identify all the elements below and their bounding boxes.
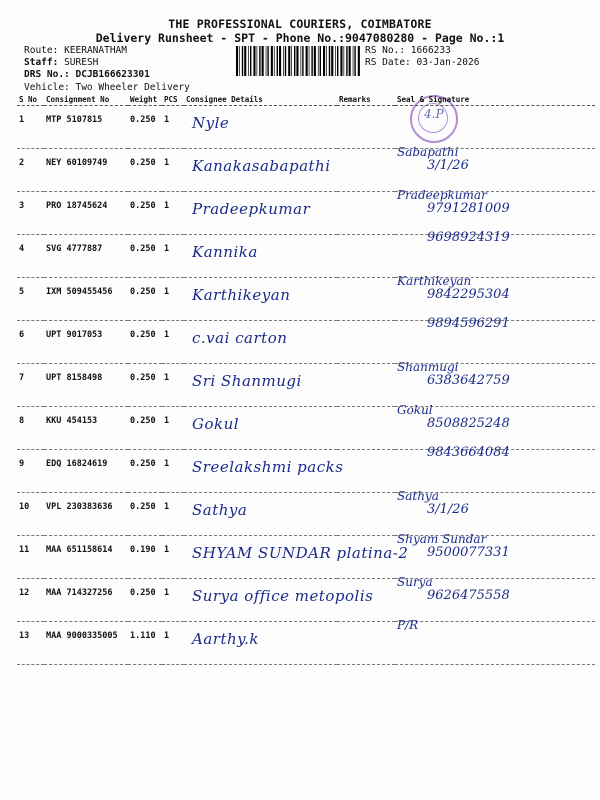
route-value: KEERANATHAM <box>64 45 127 56</box>
cell-weight: 0.190 <box>128 536 162 579</box>
cell-signature <box>395 618 595 665</box>
cell-pcs: 1 <box>162 321 184 364</box>
cell-pcs: 1 <box>162 235 184 278</box>
cell-weight: 0.250 <box>128 407 162 450</box>
cell-signature <box>395 360 595 407</box>
cell-consignee <box>184 493 337 536</box>
cell-pcs: 1 <box>162 579 184 622</box>
col-header-remarks: Remarks <box>337 94 395 106</box>
signature-line: Gokul <box>397 403 433 417</box>
cell-remarks <box>337 192 395 235</box>
vehicle-info: Vehicle: Two Wheeler Delivery <box>24 82 190 93</box>
consignee-handwriting: Sri Shanmugi <box>192 372 302 390</box>
signature-handwriting <box>397 575 510 603</box>
route-label: Route: <box>24 45 59 56</box>
cell-consignee <box>184 192 337 235</box>
rs-date-value: 03-Jan-2026 <box>416 57 480 68</box>
signature-phone-line: 3/1/26 <box>427 158 469 173</box>
cell-pcs: 1 <box>162 407 184 450</box>
cell-sno: 1 <box>17 106 44 149</box>
signature-line: P/R <box>397 618 419 632</box>
table-row <box>17 407 595 450</box>
consignee-handwriting: SHYAM SUNDAR platina-2 <box>192 544 409 562</box>
table-row <box>17 235 595 278</box>
cell-consignment-no: NEY 60109749 <box>44 149 128 192</box>
cell-weight: 1.110 <box>128 622 162 665</box>
rs-date-line <box>365 57 479 69</box>
drs-line <box>24 69 150 81</box>
signature-handwriting <box>397 188 510 216</box>
col-header-weight: Weight <box>128 94 162 106</box>
signature-handwriting <box>397 618 427 632</box>
signature-handwriting <box>397 446 510 460</box>
signature-phone-line: 9626475558 <box>427 588 510 603</box>
table-row <box>17 278 595 321</box>
table-row <box>17 493 595 536</box>
cell-signature <box>395 145 595 192</box>
table-row <box>17 450 595 493</box>
cell-consignee <box>184 536 409 579</box>
cell-signature <box>395 403 595 450</box>
drs-label: DRS No.: <box>24 69 70 80</box>
cell-pcs: 1 <box>162 192 184 235</box>
cell-signature <box>395 188 595 235</box>
rs-no-line <box>365 45 451 57</box>
cell-remarks <box>337 407 395 450</box>
cell-remarks <box>337 106 395 149</box>
signature-handwriting <box>397 317 510 331</box>
cell-consignment-no: UPT 8158498 <box>44 364 128 407</box>
signature-handwriting <box>397 145 469 173</box>
consignee-handwriting: Aarthy.k <box>192 630 259 648</box>
cell-consignee <box>184 321 337 364</box>
signature-line: Shyam Sundar <box>397 532 487 546</box>
cell-consignment-no: MAA 714327256 <box>44 579 128 622</box>
signature-phone-line: 9698924319 <box>427 230 510 245</box>
cell-consignment-no: PRO 18745624 <box>44 192 128 235</box>
cell-weight: 0.250 <box>128 579 162 622</box>
cell-sno: 11 <box>17 536 44 579</box>
col-header-sno: S No <box>17 94 44 106</box>
signature-phone-line: 9791281009 <box>427 201 510 216</box>
staff-value: SURESH <box>64 57 99 68</box>
signature-line: Surya <box>397 575 433 589</box>
cell-weight: 0.250 <box>128 192 162 235</box>
consignee-handwriting: c.vai carton <box>192 329 288 347</box>
cell-consignee <box>184 407 337 450</box>
cell-pcs: 1 <box>162 493 184 536</box>
signature-line: Shanmugi <box>397 360 459 374</box>
table-row <box>17 536 595 579</box>
signature-phone-line: 8508825248 <box>427 416 510 431</box>
col-header-signature: Seal & Signature <box>395 94 595 106</box>
signature-line: Pradeepkumar <box>397 188 487 202</box>
cell-consignee <box>184 450 344 493</box>
signature-phone-line: 3/1/26 <box>427 502 469 517</box>
cell-signature <box>395 106 595 149</box>
cell-weight: 0.250 <box>128 364 162 407</box>
cell-pcs: 1 <box>162 622 184 665</box>
cell-pcs: 1 <box>162 450 184 493</box>
signature-handwriting <box>397 274 510 302</box>
table-header-row <box>17 94 595 106</box>
cell-pcs: 1 <box>162 106 184 149</box>
cell-sno: 7 <box>17 364 44 407</box>
cell-consignee <box>184 364 337 407</box>
table-row <box>17 579 595 622</box>
cell-consignment-no: MTP 5107815 <box>44 106 128 149</box>
cell-sno: 9 <box>17 450 44 493</box>
consignee-handwriting: Surya office metopolis <box>192 587 374 605</box>
signature-phone-line: 9500077331 <box>427 545 510 560</box>
cell-consignee <box>184 149 337 192</box>
cell-pcs: 1 <box>162 364 184 407</box>
table-row <box>17 106 595 149</box>
cell-remarks <box>337 364 395 407</box>
cell-sno: 12 <box>17 579 44 622</box>
cell-sno: 6 <box>17 321 44 364</box>
cell-sno: 10 <box>17 493 44 536</box>
cell-weight: 0.250 <box>128 450 162 493</box>
signature-line: Karthikeyan <box>397 274 472 288</box>
cell-consignment-no: KKU 454153 <box>44 407 128 450</box>
cell-signature <box>395 532 595 579</box>
cell-pcs: 1 <box>162 536 184 579</box>
cell-consignment-no: MAA 651158614 <box>44 536 128 579</box>
signature-phone-line: 9843664084 <box>427 445 510 460</box>
consignee-handwriting: Pradeepkumar <box>192 200 311 218</box>
rs-no-label: RS No.: <box>365 45 406 56</box>
cell-consignment-no: EDQ 16824619 <box>44 450 128 493</box>
cell-sno: 4 <box>17 235 44 278</box>
cell-remarks <box>337 149 395 192</box>
table-row <box>17 149 595 192</box>
signature-handwriting <box>397 532 510 560</box>
rs-date-label: RS Date: <box>365 57 411 68</box>
signature-line: Sabapathi <box>397 145 459 159</box>
consignee-handwriting: Nyle <box>192 114 230 132</box>
consignee-handwriting: Gokul <box>192 415 240 433</box>
cell-pcs: 1 <box>162 149 184 192</box>
signature-phone-line: 9894596291 <box>427 316 510 331</box>
table-row <box>17 622 595 665</box>
col-header-consignee: Consignee Details <box>184 94 337 106</box>
drs-value: DCJB166623301 <box>75 69 150 80</box>
cell-consignment-no: IXM 509455456 <box>44 278 128 321</box>
cell-consignee <box>184 235 337 278</box>
cell-signature <box>395 445 595 493</box>
signature-line: Sathya <box>397 489 439 503</box>
cell-weight: 0.250 <box>128 149 162 192</box>
cell-sno: 2 <box>17 149 44 192</box>
staff-label: Staff: <box>24 57 59 68</box>
cell-remarks <box>337 622 395 665</box>
staff-line <box>24 57 98 69</box>
cell-sno: 8 <box>17 407 44 450</box>
cell-consignee <box>184 622 337 665</box>
report-title: THE PROFESSIONAL COURIERS, COIMBATORE <box>168 17 432 31</box>
runsheet-table <box>17 94 595 665</box>
cell-remarks <box>337 536 395 579</box>
cell-consignment-no: MAA 9000335005 <box>44 622 128 665</box>
cell-consignee <box>184 278 337 321</box>
cell-consignment-no: UPT 9017053 <box>44 321 128 364</box>
route-line <box>24 45 127 57</box>
cell-weight: 0.250 <box>128 278 162 321</box>
seal-mark: 4.P <box>424 107 444 121</box>
cell-consignment-no: SVG 4777887 <box>44 235 128 278</box>
cell-remarks <box>337 450 395 493</box>
signature-handwriting <box>397 403 510 431</box>
cell-consignee <box>184 579 374 622</box>
signature-phone-line: 6383642759 <box>427 373 510 388</box>
cell-signature <box>395 230 595 278</box>
consignee-handwriting: Sreelakshmi packs <box>192 458 344 476</box>
table-row <box>17 364 595 407</box>
report-subtitle: Delivery Runsheet - SPT - Phone No.:9047080280 - Page No.:1 <box>95 31 505 45</box>
cell-weight: 0.250 <box>128 235 162 278</box>
cell-sno: 13 <box>17 622 44 665</box>
rs-no-value: 1666233 <box>410 45 451 56</box>
cell-sno: 5 <box>17 278 44 321</box>
consignee-handwriting: Kannika <box>192 243 258 261</box>
cell-remarks <box>337 235 395 278</box>
consignee-handwriting: Sathya <box>192 501 248 519</box>
signature-phone-line: 9842295304 <box>427 287 510 302</box>
cell-consignee <box>184 106 337 149</box>
col-header-consignment: Consignment No <box>44 94 128 106</box>
col-header-pcs: PCS <box>162 94 184 106</box>
cell-signature <box>395 489 595 536</box>
cell-signature <box>395 575 595 622</box>
cell-remarks <box>337 579 395 622</box>
table-row <box>17 192 595 235</box>
cell-remarks <box>337 321 395 364</box>
cell-signature <box>395 274 595 321</box>
cell-signature <box>395 316 595 364</box>
consignee-handwriting: Karthikeyan <box>192 286 291 304</box>
cell-weight: 0.250 <box>128 321 162 364</box>
cell-weight: 0.250 <box>128 493 162 536</box>
signature-handwriting <box>397 231 510 245</box>
cell-pcs: 1 <box>162 278 184 321</box>
cell-remarks <box>337 493 395 536</box>
cell-remarks <box>337 278 395 321</box>
signature-handwriting <box>397 489 469 517</box>
barcode-image <box>236 46 360 76</box>
cell-weight: 0.250 <box>128 106 162 149</box>
consignee-handwriting: Kanakasabapathi <box>192 157 331 175</box>
cell-consignment-no: VPL 230383636 <box>44 493 128 536</box>
signature-handwriting <box>397 360 510 388</box>
table-row <box>17 321 595 364</box>
cell-sno: 3 <box>17 192 44 235</box>
